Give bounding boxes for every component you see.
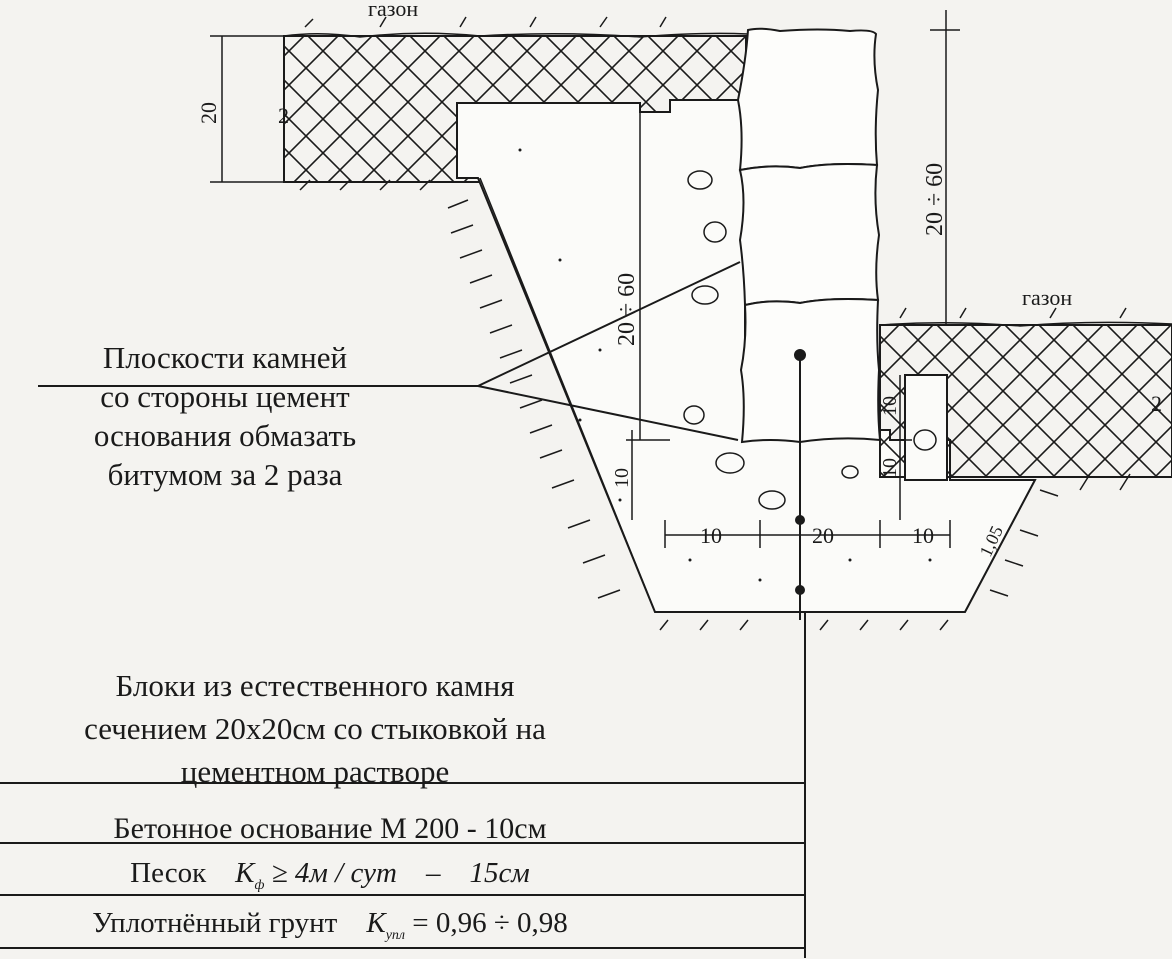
dim-gap-bottom: 10: [879, 458, 901, 478]
bitumen-callout: [40, 338, 410, 494]
dim-turf-left-small: 2: [278, 103, 289, 128]
layer-soil: [0, 904, 660, 955]
soil-k: K: [366, 907, 386, 939]
callout-line-3: основания обмазать: [93, 418, 357, 453]
dim-embedded-height: 20 ÷ 60: [614, 272, 640, 346]
sand-k-sub: ф: [254, 877, 265, 893]
sand-k: K: [235, 857, 255, 889]
dim-base-mid: 20: [812, 523, 834, 548]
dim-slope: 1,05: [975, 522, 1007, 560]
callout-line-2: со стороны цемент: [100, 379, 350, 414]
dim-turf-right-small: 2: [1151, 391, 1162, 416]
callout-line-4: битумом за 2 раза: [107, 457, 343, 492]
layer-sand: [0, 854, 660, 905]
dim-concrete-bottom: 10: [611, 468, 633, 488]
soil-k-sub: упл: [385, 927, 406, 943]
dim-base-right: 10: [912, 523, 934, 548]
blocks-caption: [0, 664, 630, 793]
label-lawn-right: газон: [1022, 285, 1073, 310]
caption-line-3: цементном растворе: [180, 754, 450, 789]
sand-expr: ≥ 4м / сут: [264, 857, 397, 889]
sand-name: Песок: [130, 857, 207, 889]
caption-line-2: сечением 20х20см со стыковкой на: [84, 711, 546, 746]
sand-value: 15см: [469, 857, 530, 889]
label-lawn-top: газон: [368, 0, 419, 21]
dim-base-left: 10: [700, 523, 722, 548]
stone-block-2: [740, 164, 879, 305]
sand-dash: –: [425, 857, 441, 889]
stone-block-1: [738, 29, 878, 170]
stone-block-3: [741, 299, 880, 442]
dim-turf-depth: 20: [196, 102, 221, 124]
dim-gap-top: 10: [879, 396, 901, 416]
dim-exposed-height: 20 ÷ 60: [922, 162, 948, 236]
soil-name: Уплотнённый грунт: [92, 907, 338, 939]
callout-line-1: Плоскости камней: [102, 340, 348, 375]
layer-concrete: Бетонное основание М 200 - 10см: [113, 812, 547, 845]
caption-line-1: Блоки из естественного камня: [115, 668, 515, 703]
soil-expr: = 0,96 ÷ 0,98: [405, 907, 568, 939]
